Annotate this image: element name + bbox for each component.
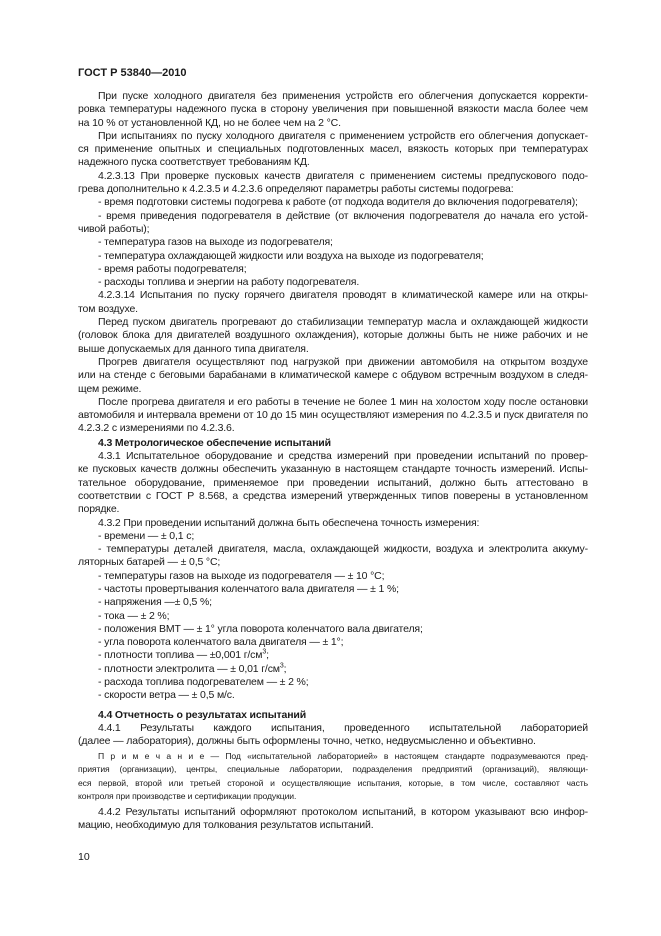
text-line <box>78 303 588 316</box>
line-text: - расходы топлива и энергии на работу подогревателя. <box>98 276 360 289</box>
line-text: - тока — ± 2 %; <box>98 609 170 622</box>
line-text: ляторных батарей — ± 0,5 °С; <box>78 556 221 569</box>
paragraph <box>78 722 588 749</box>
line-text: щем режиме. <box>78 382 142 395</box>
line-text: - температуры деталей двигателя, масла, охлаждающей жидкости, воздуха и электролита аккуму- <box>98 543 588 556</box>
section-heading: 4.4 Отчетность о результатах испытаний <box>98 708 307 721</box>
line-text: (далее — лаборатория), должны быть оформлены точно, четко, недвусмысленно и объективно. <box>78 735 536 748</box>
paragraph <box>78 250 588 263</box>
text-line <box>78 790 588 804</box>
line-text: - плотности электролита — ± 0,01 г/см <box>98 662 280 675</box>
text-line <box>78 750 588 764</box>
paragraph <box>78 610 588 623</box>
document-blocks <box>78 90 588 833</box>
text-line <box>78 170 588 183</box>
paragraph <box>78 196 588 209</box>
paragraph <box>78 276 588 289</box>
text-line <box>78 463 588 476</box>
text-line <box>78 422 588 435</box>
text-line <box>78 819 588 832</box>
text-line <box>78 236 588 249</box>
line-text: порядке. <box>78 503 120 516</box>
line-text: соответствии с ГОСТ Р 8.568, а средства измерений утвержденных типов поверены в установленном <box>78 489 588 502</box>
line-text: 4.4.2 Результаты испытаний оформляют протоколом испытаний, в котором указывают всю инфор- <box>98 805 588 818</box>
text-line <box>78 570 588 583</box>
line-text: автомобиля и интервала времени от 10 до 15 мин осуществляют измерения по 4.2.3.5 и пуск двигателя по <box>78 409 588 422</box>
line-text: 4.3.2 При проведении испытаний должна быть обеспечена точность измерения: <box>98 516 480 529</box>
line-text: - напряжения —± 0,5 %; <box>98 596 212 609</box>
line-text: П р и м е ч а н и е — Под «испытательной лабораторией» в настоящем стандарте подразумеваются пред- <box>98 750 588 761</box>
text-line <box>78 517 588 530</box>
section-heading: 4.3 Метрологическое обеспечение испытаний <box>98 436 331 449</box>
line-text: - время приведения подогревателя в действие (от включения подогревателя до начала его устой- <box>98 209 588 222</box>
paragraph <box>78 583 588 596</box>
line-text: Прогрев двигателя осуществляют под нагрузкой при движении автомобиля на открытом воздухе <box>98 355 588 368</box>
line-text: - время работы подогревателя; <box>98 262 247 275</box>
text-line <box>78 530 588 543</box>
text-line <box>78 250 588 263</box>
paragraph <box>78 130 588 170</box>
line-text: При испытаниях по пуску холодного двигателя с применением устройств его облегчения допускает- <box>98 129 588 142</box>
paragraph <box>78 649 588 662</box>
line-text: - скорости ветра — ± 0,5 м/с. <box>98 689 235 702</box>
text-line <box>78 596 588 609</box>
text-line <box>78 329 588 342</box>
superscript: 3 <box>262 648 267 656</box>
text-line <box>78 316 588 329</box>
line-text: - температура охлаждающей жидкости или воздуха на выходе из подогревателя; <box>98 249 484 262</box>
text-line <box>78 722 588 735</box>
paragraph <box>78 263 588 276</box>
line-text: - угла поворота коленчатого вала двигателя — ± 1°; <box>98 636 344 649</box>
line-text: ке пусковых качеств должны обеспечить указанную в настоящем стандарте точность измерений. Испы- <box>78 463 588 476</box>
line-text: - время подготовки системы подогрева к работе (от подхода водителя до включения подогревателя); <box>98 196 578 209</box>
document-header: ГОСТ Р 53840—2010 <box>78 67 187 79</box>
text-line <box>78 383 588 396</box>
text-line <box>78 676 588 689</box>
line-text: 4.2.3.2 с измерениями по 4.2.3.6. <box>78 422 235 435</box>
text-line <box>78 477 588 490</box>
line-text: ся применение опытных и специальных подготовленных масел, вязкость которых при температурах <box>78 143 588 156</box>
paragraph <box>78 806 588 833</box>
text-line <box>78 369 588 382</box>
line-text: надежного пуска соответствует требованиям КД. <box>78 156 310 169</box>
line-text: еся первой, второй или третьей стороной и осуществляющие испытания, которые, в том числе, составляют часть <box>78 777 588 788</box>
line-text: ровка температуры надежного пуска в сторону увеличения при повышенной вязкости масла более чем <box>78 103 588 116</box>
line-text: - частоты провертывания коленчатого вала двигателя — ± 1 %; <box>98 582 399 595</box>
text-line <box>78 156 588 169</box>
line-tail: ; <box>283 662 287 675</box>
page-number: 10 <box>78 850 90 863</box>
paragraph <box>78 450 588 516</box>
line-text: - времени — ± 0,1 с; <box>98 529 195 542</box>
text-line <box>78 103 588 116</box>
text-line <box>78 409 588 422</box>
paragraph <box>78 90 588 130</box>
line-text: контроля при производстве и сертификации продукции. <box>78 791 297 802</box>
line-text: - плотности топлива — ±0,001 г/см <box>98 649 263 662</box>
line-text: - положения ВМТ — ± 1° угла поворота коленчатого вала двигателя; <box>98 622 423 635</box>
line-text: грева дополнительно к 4.2.3.5 и 4.2.3.6 определяют параметры работы системы подогрева: <box>78 183 514 196</box>
text-line <box>78 503 588 516</box>
text-line <box>78 289 588 302</box>
text-line <box>78 450 588 463</box>
text-line <box>78 543 588 556</box>
paragraph <box>78 210 588 237</box>
paragraph <box>78 570 588 583</box>
text-line <box>78 636 588 649</box>
text-line <box>78 777 588 791</box>
text-line <box>78 117 588 130</box>
line-text: При пуске холодного двигателя без применения устройств его облегчения допускается корректи- <box>98 90 588 102</box>
line-text: - температуры газов на выходе из подогревателя — ± 10 °С; <box>98 569 385 582</box>
text-line <box>78 490 588 503</box>
superscript: 3 <box>279 662 284 670</box>
line-text: 4.2.3.13 При проверке пусковых качеств двигателя с применением системы предпускового подо- <box>98 169 588 182</box>
text-line <box>78 90 588 103</box>
text-line <box>78 196 588 209</box>
text-line <box>78 276 588 289</box>
text-line <box>78 210 588 223</box>
text-line <box>78 183 588 196</box>
line-tail: ; <box>266 649 269 662</box>
text-line <box>78 223 588 236</box>
text-line <box>78 663 588 676</box>
paragraph <box>78 530 588 543</box>
paragraph <box>78 316 588 356</box>
paragraph <box>78 517 588 530</box>
paragraph <box>78 636 588 649</box>
paragraph <box>78 623 588 636</box>
line-text: 4.4.1 Результаты каждого испытания, проведенного испытательной лабораторией <box>98 721 588 734</box>
text-line <box>78 689 588 702</box>
line-text: мацию, необходимую для толкования результатов испытаний. <box>78 819 374 832</box>
text-line <box>78 556 588 569</box>
line-text: приятия (организации), центры, специальные лаборатории, подразделения предприятий (организаций), являющи- <box>78 764 588 775</box>
paragraph <box>78 689 588 702</box>
text-line <box>78 130 588 143</box>
paragraph <box>78 396 588 436</box>
line-text: чивой работы); <box>78 222 150 235</box>
line-text: (головок блока для двигателей воздушного охлаждения), которые должны быть не ниже рабочих и не <box>78 329 588 342</box>
line-text: 4.2.3.14 Испытания по пуску горячего двигателя проводят в климатической камере или на откры- <box>98 289 588 302</box>
text-line <box>78 735 588 748</box>
line-text: или на стенде с беговыми барабанами в климатической камере с обдувом встречным воздухом в следя- <box>78 369 588 382</box>
text-line <box>78 143 588 156</box>
text-line <box>78 610 588 623</box>
text-line <box>78 343 588 356</box>
line-text: После прогрева двигателя и его работы в течение не более 1 мин на холостом ходу после остановки <box>98 395 588 408</box>
text-line <box>78 806 588 819</box>
paragraph <box>78 289 588 316</box>
line-text: - расхода топлива подогревателем — ± 2 %; <box>98 676 309 689</box>
paragraph <box>78 356 588 396</box>
text-line <box>78 583 588 596</box>
paragraph <box>78 170 588 197</box>
text-line <box>78 649 588 662</box>
paragraph <box>78 543 588 570</box>
text-line <box>78 623 588 636</box>
paragraph <box>78 663 588 676</box>
paragraph <box>78 676 588 689</box>
text-line <box>78 263 588 276</box>
text-line <box>78 396 588 409</box>
line-text: тательное оборудование, применяемое при проведении испытаний, должно быть аттестовано в <box>78 476 588 489</box>
paragraph <box>78 596 588 609</box>
line-text: - температура газов на выходе из подогревателя; <box>98 236 333 249</box>
text-line <box>78 356 588 369</box>
note-paragraph <box>78 750 588 804</box>
paragraph <box>78 236 588 249</box>
line-text: на 10 % от установленной КД, но не более чем на 2 °С. <box>78 116 341 129</box>
text-line <box>78 763 588 777</box>
document-body <box>78 90 588 864</box>
line-text: Перед пуском двигатель прогревают до стабилизации температур масла и охлаждающей жидкости <box>98 316 588 329</box>
line-text: 4.3.1 Испытательное оборудование и средства измерений при проведении испытаний по провер- <box>98 450 588 463</box>
line-text: том воздухе. <box>78 302 138 315</box>
line-text: выше допускаемых для данного типа двигателя. <box>78 342 309 355</box>
